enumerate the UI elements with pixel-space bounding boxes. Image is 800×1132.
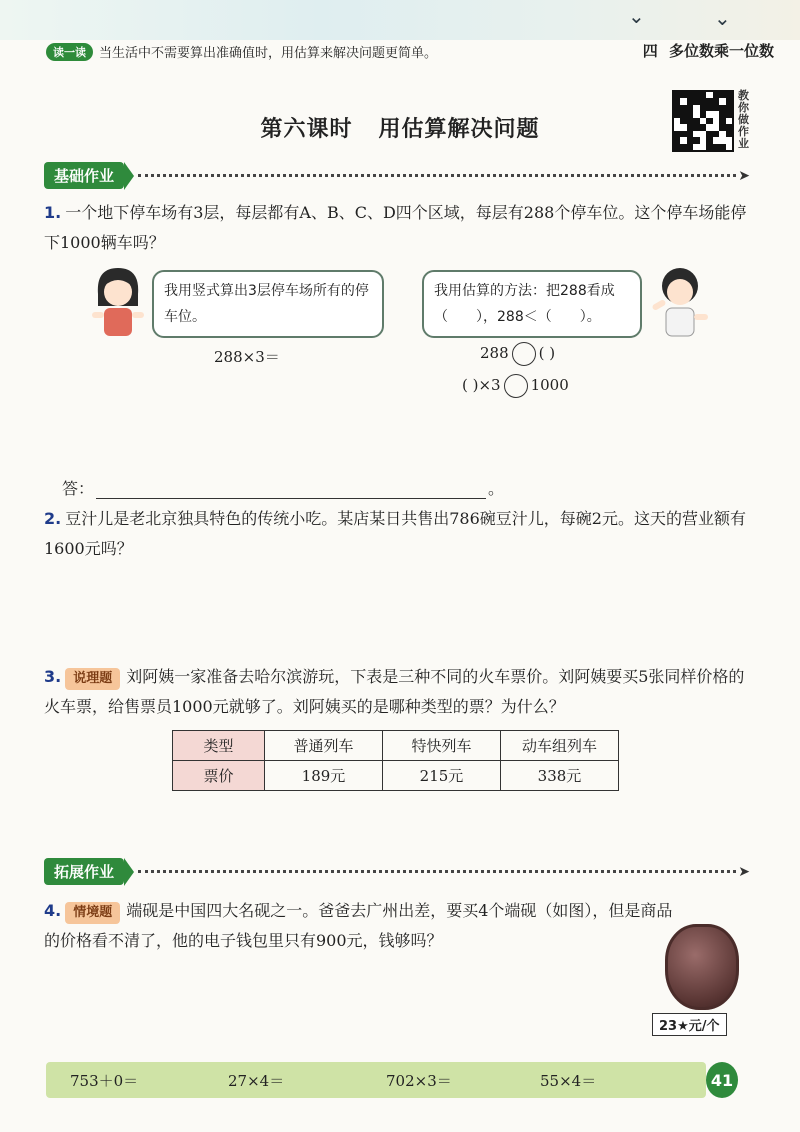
table-header-cell: 票价 (173, 761, 265, 791)
table-cell: 338元 (501, 761, 619, 791)
reading-badge: 读一读 (46, 43, 93, 61)
question-type-tag: 说理题 (65, 668, 120, 690)
question-text: 刘阿姨一家准备去哈尔滨游玩，下表是三种不同的火车票价。刘阿姨要买5张同样价格的火车票，给售票员1000元就够了。刘阿姨买的是哪种类型的票？为什么？ (44, 667, 745, 716)
estimate-compare-row-2 (462, 374, 569, 398)
section-basic-tag: 基础作业 (44, 162, 124, 189)
compare-circle[interactable] (512, 342, 536, 366)
section-basic-header (44, 162, 750, 189)
bird-icon: ⌄ (714, 6, 731, 30)
math-exercise: 753＋0＝ (70, 1071, 139, 1090)
answer-period: 。 (488, 479, 505, 498)
inkstone-image-icon (665, 924, 739, 1010)
question-4 (44, 896, 684, 956)
lesson-number: 第六课时 (260, 117, 353, 142)
inkstone-price-tag: 23★元/个 (652, 1013, 727, 1036)
table-cell: 普通列车 (265, 731, 383, 761)
estimate-value: 288 (480, 344, 509, 362)
math-exercise: 27×4＝ (228, 1071, 285, 1090)
question-2 (44, 504, 756, 564)
unit-title: 四 多位数乘一位数 (642, 42, 774, 60)
section-extend-tag: 拓展作业 (44, 858, 124, 885)
section-extend-header (44, 858, 750, 885)
boy-illustration-icon (648, 262, 714, 340)
arrow-right-icon: ➤ (738, 863, 750, 880)
question-number: 3. (44, 667, 62, 686)
answer-label: 答： (62, 479, 95, 498)
estimate-product[interactable]: ( )×3 (462, 376, 501, 394)
table-cell: 189元 (265, 761, 383, 791)
qr-caption: 教你做作业 (738, 89, 749, 150)
table-cell: 215元 (383, 761, 501, 791)
girl-illustration-icon (84, 262, 150, 340)
table-row (173, 731, 619, 761)
lesson-name: 用估算解决问题 (378, 117, 540, 142)
question-number: 4. (44, 901, 62, 920)
question-1 (44, 198, 756, 258)
question-number: 1. (44, 203, 62, 222)
dotted-divider (138, 870, 736, 873)
estimate-blank[interactable]: ( ) (538, 344, 556, 362)
question-text: 豆汁儿是老北京独具特色的传统小吃。某店某日共售出786碗豆汁儿，每碗2元。这天的营业额有1600元吗？ (44, 509, 746, 558)
question-3 (44, 662, 756, 722)
mental-math-bar (46, 1062, 706, 1098)
header-banner (0, 0, 800, 40)
answer-line (62, 476, 504, 499)
table-header-cell: 类型 (173, 731, 265, 761)
dotted-divider (138, 174, 736, 177)
qr-code-icon[interactable] (672, 90, 734, 152)
reading-text: 当生活中不需要算出准确值时，用估算来解决问题更简单。 (99, 46, 438, 61)
reading-tip (46, 42, 437, 61)
compare-circle[interactable] (504, 374, 528, 398)
boy-speech-bubble: 我用估算的方法：把288看成（ ），288＜（ ）。 (422, 270, 642, 338)
math-exercise: 702×3＝ (386, 1071, 452, 1090)
question-text: 一个地下停车场有3层，每层都有A、B、C、D四个区域，每层有288个停车位。这个停车场能停下1000辆车吗？ (44, 203, 747, 252)
question-type-tag: 情境题 (65, 902, 120, 924)
estimate-target: 1000 (530, 376, 569, 394)
answer-blank[interactable] (96, 481, 486, 499)
qr-module (726, 144, 732, 150)
table-cell: 特快列车 (383, 731, 501, 761)
bird-icon: ⌄ (628, 4, 645, 28)
ticket-price-table (172, 730, 619, 791)
question-text: 端砚是中国四大名砚之一。爸爸去广州出差，要买4个端砚（如图），但是商品的价格看不清了，他的电子钱包里只有900元，钱够吗？ (44, 901, 673, 950)
math-exercise: 55×4＝ (540, 1071, 597, 1090)
table-cell: 动车组列车 (501, 731, 619, 761)
estimate-compare-row-1 (480, 342, 555, 366)
girl-speech-bubble: 我用竖式算出3层停车场所有的停车位。 (152, 270, 384, 338)
page-number: 41 (706, 1062, 738, 1098)
vertical-calc-expression: 288×3＝ (214, 348, 280, 366)
arrow-right-icon: ➤ (738, 167, 750, 184)
question-number: 2. (44, 509, 62, 528)
table-row (173, 761, 619, 791)
